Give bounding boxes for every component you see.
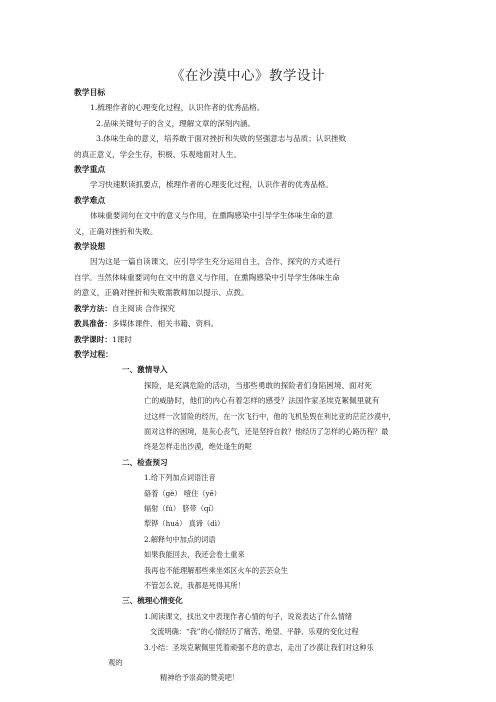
section-3-line: 观的 [108,658,123,668]
goals-heading: 教学目标 [74,88,106,97]
idea-line: 自学。当然体味重要词句在文中的意义与作用，在熏陶感染中引导学生体味生命 [74,272,340,282]
section-3-heading: 三、梳理心情变化 [122,596,183,606]
method-row [74,301,430,316]
hours-value: 1课时 [111,334,132,344]
section-2-line: 1.给下列加点词语注音 [144,473,216,483]
section-2-line: 不管怎么说，我都是死得其所！ [144,581,245,590]
prep-value: 多媒体课件、相关书籍、资料。 [111,319,219,329]
section-1-heading: 一、激情导入 [122,365,168,375]
section-1-line: 终是怎样走出沙漠，绝处逢生的呢 [144,442,252,452]
idea-heading: 教学设想 [74,242,106,252]
section-2-line: 我再也不能理解那些乘坐郊区火车的芸芸众生 [144,565,288,575]
method-value: 自主阅读 合作探究 [111,303,176,313]
section-3-line: 3.小结：圣埃克絮佩里凭着顽强不息的意志，走出了沙漠让我们对这种乐 [144,642,374,652]
goal-line: 的真正意义，学会生存，积极、乐观地面对人生。 [74,149,242,159]
section-1-line: 过这样一次冒险的经历，在一次飞行中，他的飞机坠毁在利比亚的茫茫沙漠中， [144,411,396,421]
prep-label: 教具准备： [74,319,112,329]
section-2-line: 硌着（gè） 噎住（yē） [144,488,221,498]
difficulty-heading: 教学难点 [74,195,106,205]
section-1-line: 亡的威胁时，他们的内心有着怎样的感受？法国作家圣埃克絮佩里就有 [144,396,380,406]
page-title: 《在沙漠中心》教学设计 [171,68,325,84]
method-label: 教学方法： [74,303,112,313]
goal-line: 1.梳理作者的心理变化过程，认识作者的优秀品格。 [90,103,265,113]
section-3-line: 交流明确：“我”的心情经历了痛苦、绝望、平静、乐观的变化过程 [150,627,359,637]
section-1-line: 探险，是充满危险的活动，当那些勇敢的探险者们身陷困境、面对死 [144,380,372,390]
document-body [74,85,430,686]
section-2-line: 如果我能回去，我还会卷土重来 [144,550,245,560]
section-2-heading: 二、检查预习 [122,457,168,467]
key-heading: 教学重点 [74,165,106,175]
idea-line: 因为这是一篇自读课文，应引导学生充分运用自主、合作、探究的方式进行 [90,257,341,267]
prep-row [74,316,430,331]
section-3-line: 精神给予崇高的赞美吧！ [160,673,240,683]
goal-line: 3.体味生命的意义，培养敢于面对挫折和失败的坚强意志与品质；认识挫败 [96,134,347,144]
section-2-line: 犁铧（huá） 真谛（dì） [144,519,225,529]
section-1-line: 面对这样的困境，是灰心丧气，还是坚持自救？他经历了怎样的心路历程？最 [144,426,389,436]
section-2-line: 辐射（fú） 脐带（qí） [144,503,218,513]
hours-label: 教学课时： [74,334,112,344]
section-2-line: 2.解释句中加点的词语 [144,534,216,544]
difficulty-line: 义，正确对挫折和失败。 [74,226,158,236]
hours-row [74,332,430,347]
idea-line: 的意义，正确对挫折和失败需教师加以提示、点拨。 [74,288,249,298]
section-3-line: 1.阅读课文，找出文中表现作者心情的句子，说说表达了什么情绪 [144,611,353,621]
key-text: 学习快速默读抓要点，梳理作者的心理变化过程，认识作者的优秀品格。 [90,180,333,190]
goal-line: 2.品味关键句子的含义，理解文章的深刻内涵。 [96,118,256,128]
difficulty-line: 体味重要词句在文中的意义与作用，在熏陶感染中引导学生体味生命的意 [90,211,333,221]
process-heading: 教学过程： [74,349,113,359]
